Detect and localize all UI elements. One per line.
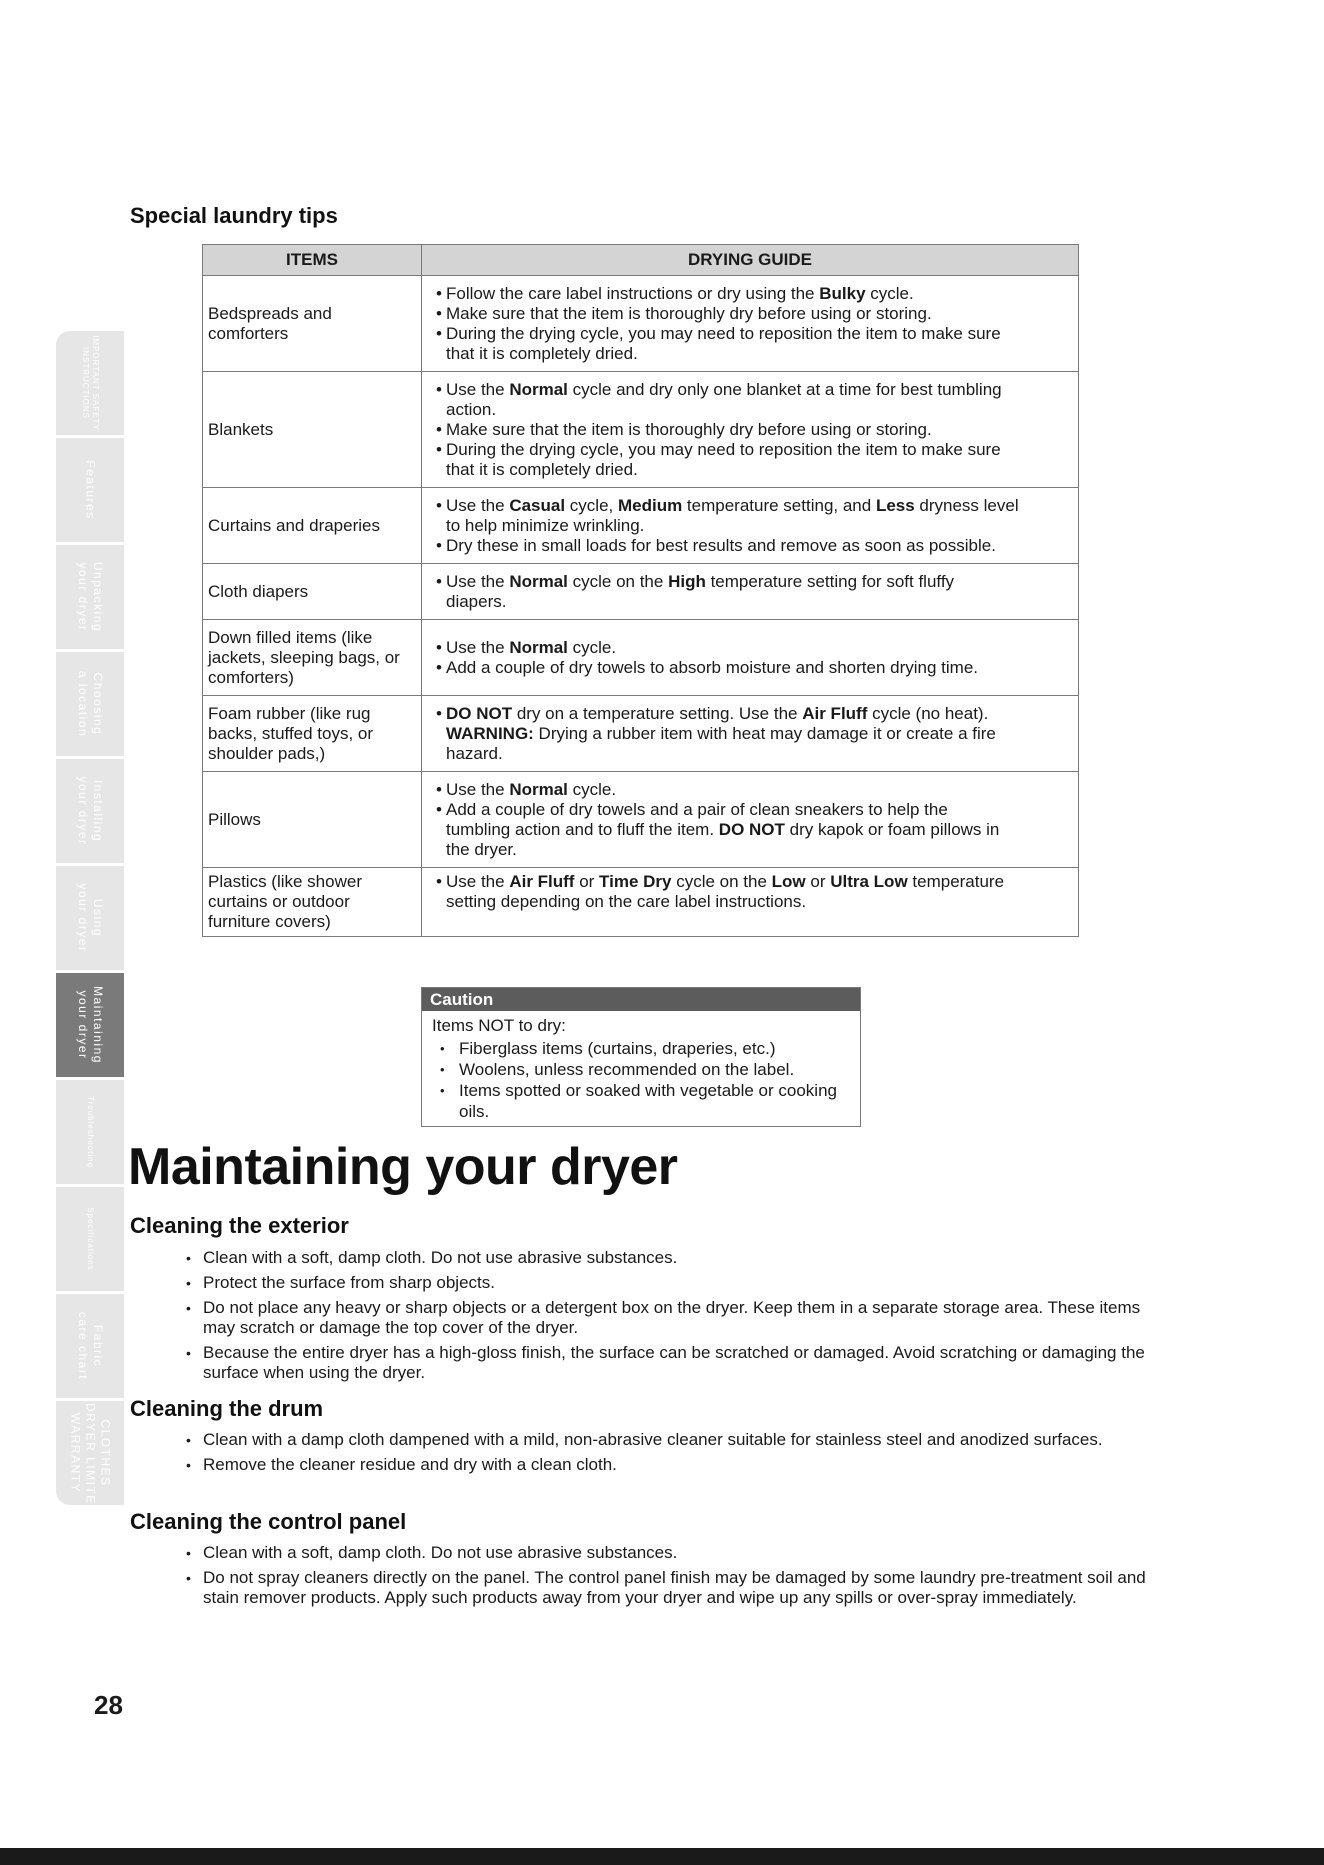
side-tab-label: Installing your dryer (76, 776, 105, 846)
guide-emphasis: Normal (509, 379, 568, 399)
cleaning-control-panel-heading: Cleaning the control panel (130, 1509, 407, 1534)
guide-emphasis: High (668, 571, 706, 591)
guide-emphasis: DO NOT (446, 703, 513, 723)
guide-text: to help minimize wrinkling. (446, 515, 645, 535)
guide-line (438, 572, 1073, 592)
item-cell: Down filled items (like jackets, sleeping bags, or comforters) (203, 620, 422, 696)
guide-cell (422, 868, 1079, 937)
guide-line (438, 840, 1073, 860)
guide-text: Make sure that the item is thoroughly dry before using or storing. (446, 419, 932, 439)
guide-text: Add a couple of dry towels to absorb moisture and shorten drying time. (446, 657, 979, 677)
side-tab[interactable] (56, 438, 124, 542)
guide-line (438, 800, 1073, 820)
guide-emphasis: Normal (509, 571, 568, 591)
side-tab[interactable] (56, 1294, 124, 1398)
guide-cell (422, 488, 1079, 564)
cleaning-drum-list (184, 1430, 1164, 1480)
side-tab-label: Specifications (86, 1207, 95, 1271)
guide-text: or (805, 872, 831, 891)
guide-text: diapers. (446, 591, 507, 611)
guide-line (438, 516, 1073, 536)
guide-line (438, 460, 1073, 480)
table-row (203, 372, 1079, 488)
list-item: • Do not place any heavy or sharp objects or a detergent box on the dryer. Keep them in a separate storage area. These items may scratch or damage the top cover of the dryer. (184, 1298, 1164, 1338)
guide-emphasis: Ultra Low (830, 872, 908, 891)
guide-line (438, 380, 1073, 400)
guide-text: Use the (446, 495, 510, 515)
item-cell: Plastics (like shower curtains or outdoor furniture covers) (203, 868, 422, 937)
drying-guide-table (202, 244, 1079, 937)
guide-line (438, 536, 1073, 556)
guide-text: temperature setting, and (682, 495, 876, 515)
guide-emphasis: Normal (509, 637, 568, 657)
table-row (203, 488, 1079, 564)
side-tab[interactable] (56, 1187, 124, 1291)
guide-cell (422, 620, 1079, 696)
table-row (203, 868, 1079, 937)
guide-line (438, 284, 1073, 304)
cleaning-control-panel-list (184, 1543, 1164, 1613)
cleaning-drum-heading: Cleaning the drum (130, 1396, 324, 1421)
guide-cell (422, 772, 1079, 868)
guide-text: that it is completely dried. (446, 343, 638, 363)
guide-line (438, 592, 1073, 612)
caution-item: • Fiberglass items (curtains, draperies, etc.) (432, 1038, 850, 1059)
guide-line (438, 744, 1073, 764)
side-tab-label: Troubleshooting (86, 1095, 95, 1169)
caution-intro: Items NOT to dry: (432, 1016, 566, 1035)
side-tab-label: CLOTHES DRYER LIMITED WARRANTY (68, 1403, 113, 1515)
guide-text: temperature setting for soft fluffy (705, 571, 955, 591)
guide-text: action. (446, 399, 497, 419)
column-header-drying-guide: DRYING GUIDE (422, 245, 1079, 276)
guide-line (438, 496, 1073, 516)
side-tab-label: Fabric care chart (76, 1311, 105, 1381)
list-item: • Clean with a damp cloth dampened with a mild, non-abrasive cleaner suitable for stainless steel and anodized surfaces. (184, 1430, 1164, 1450)
guide-text: cycle on the (671, 872, 772, 891)
guide-emphasis: Air Fluff (802, 703, 868, 723)
cleaning-exterior-heading: Cleaning the exterior (130, 1213, 349, 1238)
guide-text: that it is completely dried. (446, 459, 638, 479)
guide-line (438, 820, 1073, 840)
guide-text: Use the (446, 571, 510, 591)
guide-text: Add a couple of dry towels and a pair of clean sneakers to help the (446, 799, 948, 819)
guide-text: or (574, 872, 600, 891)
guide-text: Use the (446, 779, 510, 799)
list-item: • Because the entire dryer has a high-gloss finish, the surface can be scratched or damaged. Avoid scratching or damaging the surface when using the dryer. (184, 1343, 1164, 1383)
side-tab[interactable] (56, 331, 124, 435)
side-tab[interactable] (56, 759, 124, 863)
guide-line (438, 324, 1073, 344)
guide-text: cycle. (567, 779, 617, 799)
column-header-items: ITEMS (203, 245, 422, 276)
guide-text: setting depending on the care label instructions. (446, 892, 807, 911)
side-tab-label: Unpacking your dryer (76, 561, 105, 633)
guide-text: hazard. (446, 743, 503, 763)
guide-text: Use the (446, 872, 510, 891)
side-tab[interactable] (56, 1080, 124, 1184)
guide-text: dryness level (914, 495, 1019, 515)
guide-text: During the drying cycle, you may need to reposition the item to make sure (446, 439, 1001, 459)
guide-text: cycle. (567, 637, 617, 657)
guide-text: dry kapok or foam pillows in (784, 819, 1000, 839)
guide-cell (422, 372, 1079, 488)
table-row (203, 564, 1079, 620)
cleaning-exterior-list (184, 1248, 1164, 1388)
guide-emphasis: Casual (509, 495, 566, 515)
side-tab-label: Choosing a location (76, 670, 105, 738)
guide-text: Use the (446, 379, 510, 399)
table-row (203, 772, 1079, 868)
item-cell: Bedspreads and comforters (203, 276, 422, 372)
caution-item: • Items spotted or soaked with vegetable or cooking oils. (432, 1080, 850, 1122)
guide-cell (422, 276, 1079, 372)
guide-emphasis: DO NOT (718, 819, 785, 839)
guide-line (438, 400, 1073, 420)
guide-text: temperature (907, 872, 1005, 891)
guide-line (438, 704, 1073, 724)
guide-text: Follow the care label instructions or dry using the (446, 283, 820, 303)
guide-emphasis: Less (875, 495, 915, 515)
guide-text: cycle (no heat). (867, 703, 989, 723)
guide-line (438, 344, 1073, 364)
item-cell: Cloth diapers (203, 564, 422, 620)
guide-line (438, 420, 1073, 440)
caution-box (421, 987, 861, 1127)
guide-text: During the drying cycle, you may need to reposition the item to make sure (446, 323, 1001, 343)
caution-title: Caution (422, 988, 860, 1011)
guide-line (438, 872, 1073, 892)
side-tab[interactable] (56, 1401, 124, 1515)
guide-emphasis: Normal (509, 779, 568, 799)
item-cell: Blankets (203, 372, 422, 488)
caution-item: • Woolens, unless recommended on the label. (432, 1059, 850, 1080)
side-tab[interactable] (56, 652, 124, 756)
guide-text: Make sure that the item is thoroughly dry before using or storing. (446, 303, 932, 323)
guide-emphasis: Bulky (819, 283, 866, 303)
guide-text: dry on a temperature setting. Use the (512, 703, 803, 723)
guide-text: cycle. (865, 283, 914, 303)
side-tab[interactable] (56, 866, 124, 970)
list-item: • Do not spray cleaners directly on the panel. The control panel finish may be damaged by some laundry pre-treatment soil and stain remover products. Apply such products away from your dryer and wipe up any spills or over-spray immediately. (184, 1568, 1164, 1608)
list-item: • Protect the surface from sharp objects. (184, 1273, 1164, 1293)
guide-line (438, 892, 1073, 912)
guide-emphasis: Air Fluff (509, 872, 575, 891)
caution-list (432, 1038, 850, 1122)
caution-body (422, 1011, 860, 1126)
guide-text: cycle and dry only one blanket at a time for best tumbling (567, 379, 1002, 399)
item-cell: Foam rubber (like rug backs, stuffed toys, or shoulder pads,) (203, 696, 422, 772)
page-title: Maintaining your dryer (128, 1138, 678, 1196)
guide-line (438, 304, 1073, 324)
table-row (203, 620, 1079, 696)
side-tab-label: Using your dryer (76, 883, 105, 953)
guide-line (438, 724, 1073, 744)
guide-emphasis: WARNING: (446, 723, 534, 743)
guide-text: Dry these in small loads for best results and remove as soon as possible. (446, 535, 996, 555)
side-navigation-tabs (56, 331, 124, 1515)
guide-emphasis: Medium (617, 495, 683, 515)
side-tab[interactable] (56, 545, 124, 649)
bottom-rule (0, 1848, 1324, 1865)
item-cell: Curtains and draperies (203, 488, 422, 564)
guide-line (438, 638, 1073, 658)
side-tab-label: Features (83, 460, 98, 520)
guide-text: cycle on the (567, 571, 669, 591)
guide-text: tumbling action and to fluff the item. (446, 819, 719, 839)
special-laundry-tips-heading: Special laundry tips (130, 203, 338, 228)
list-item: • Clean with a soft, damp cloth. Do not use abrasive substances. (184, 1248, 1164, 1268)
guide-line (438, 440, 1073, 460)
item-cell: Pillows (203, 772, 422, 868)
guide-cell (422, 696, 1079, 772)
guide-line (438, 780, 1073, 800)
guide-emphasis: Time Dry (599, 872, 672, 891)
side-tab-label: Maintaining your dryer (76, 986, 105, 1064)
side-tab-label: IMPORTANT SAFETY INSTRUCTIONS (81, 335, 100, 431)
guide-text: cycle, (565, 495, 618, 515)
guide-text: the dryer. (446, 839, 517, 859)
list-item: • Remove the cleaner residue and dry with a clean cloth. (184, 1455, 1164, 1475)
guide-emphasis: Low (771, 872, 806, 891)
side-tab[interactable] (56, 973, 124, 1077)
list-item: • Clean with a soft, damp cloth. Do not use abrasive substances. (184, 1543, 1164, 1563)
table-row (203, 696, 1079, 772)
table-header-row (203, 245, 1079, 276)
guide-cell (422, 564, 1079, 620)
table-row (203, 276, 1079, 372)
guide-text: Drying a rubber item with heat may damage it or create a fire (533, 723, 996, 743)
page-number: 28 (94, 1690, 123, 1720)
guide-text: Use the (446, 637, 510, 657)
guide-line (438, 658, 1073, 678)
